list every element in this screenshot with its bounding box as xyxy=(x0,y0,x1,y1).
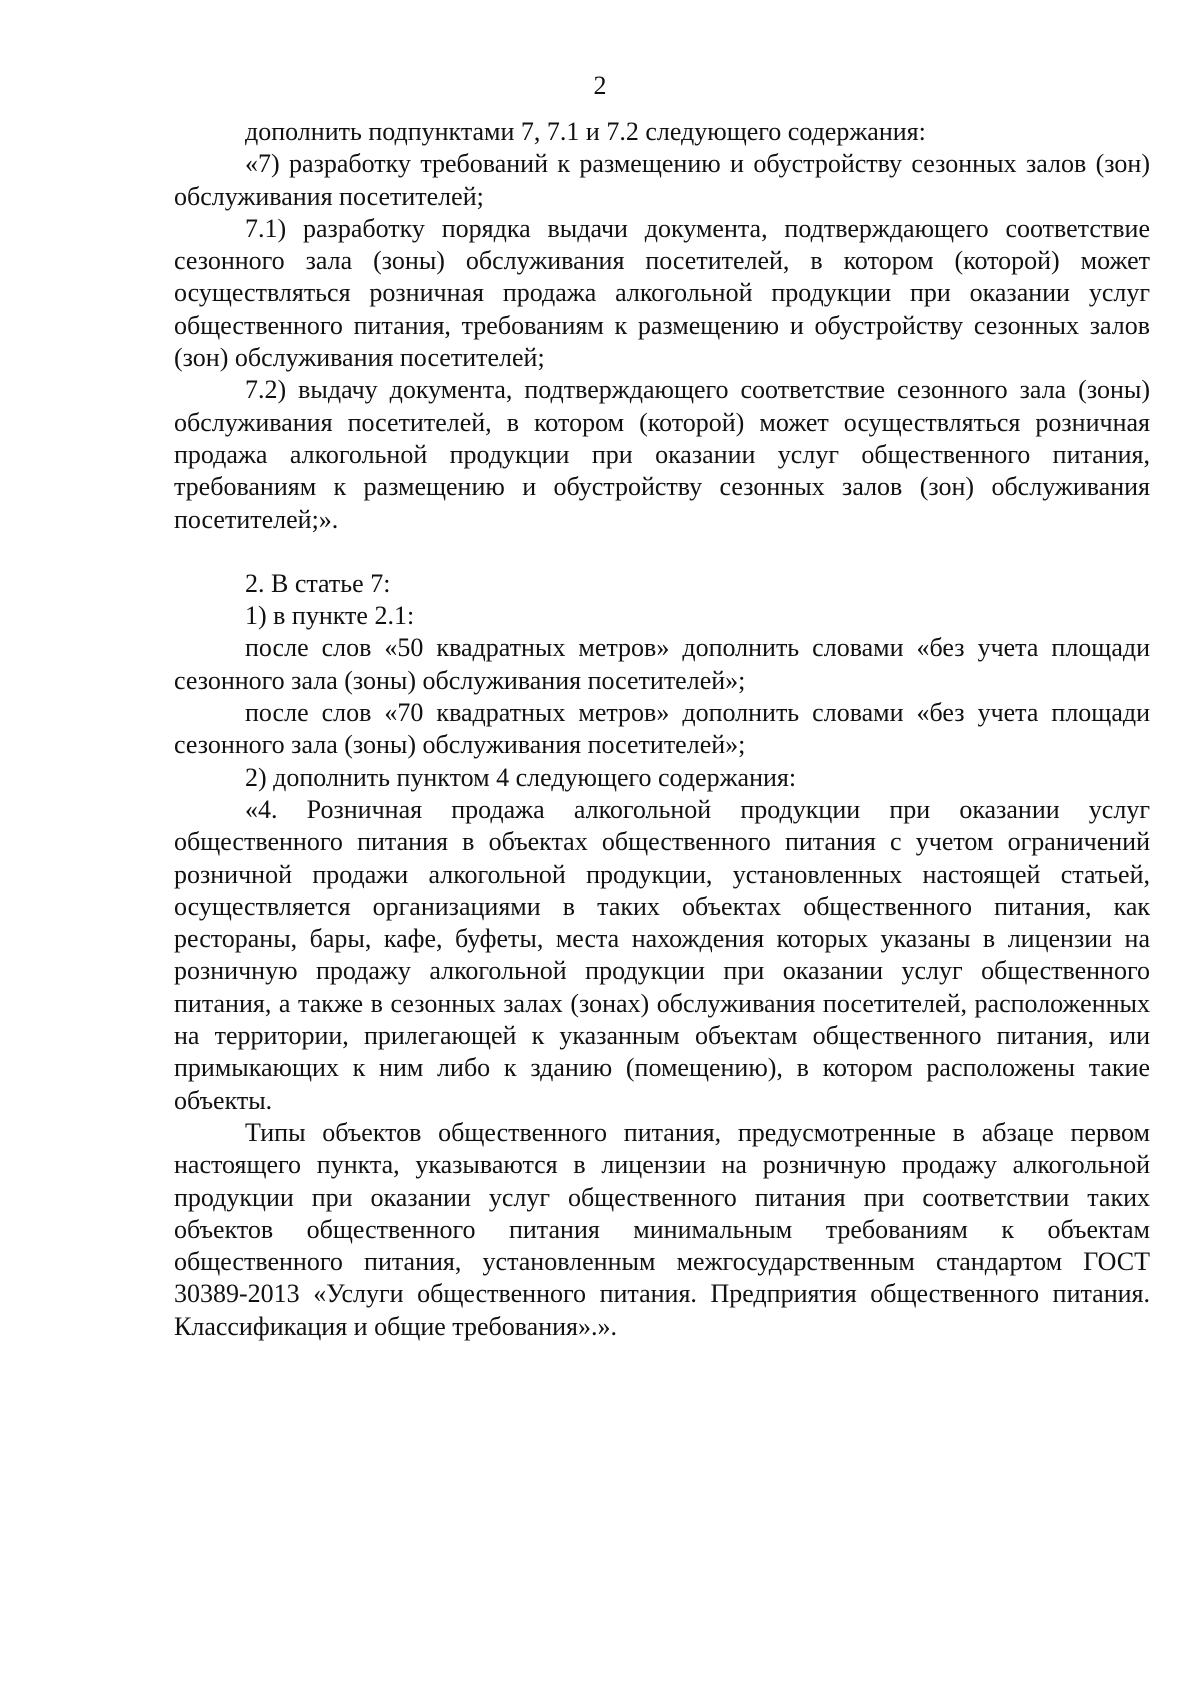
page-number: 2 xyxy=(593,71,607,100)
paragraph-spacer xyxy=(174,536,1150,568)
paragraph-item-4-intro: 2) дополнить пунктом 4 следующего содержания: xyxy=(245,762,797,792)
paragraph-item-2-1: 1) в пункте 2.1: xyxy=(245,601,415,631)
paragraph-50-sqm: после слов «50 квадратных метров» дополнить словами «без учета площади сезонного зала (зоны) обслуживания посетителей»; xyxy=(174,633,1150,695)
paragraph-item-4-text: «4. Розничная продажа алкогольной продукции при оказании услуг общественного питания в объектах общественного питания с учетом ограничений розничной продажи алкогольной продукции, установленных настоящей статьей, осуществляется организациями в таких объектах общественного питания, как рестораны, бары, кафе, буфеты, места нахождения которых указаны в лицензии на розничную продажу алкогольной продукции при оказании услуг общественного питания, а также в сезонных залах (зонах) обслуживания посетителей, расположенных на территории, прилегающей к указанным объектам общественного питания, или примыкающих к ним либо к зданию (помещению), в котором расположены такие объекты. xyxy=(174,794,1150,1115)
paragraph-subitem-7: «7) разработку требований к размещению и обустройству сезонных залов (зон) обслуживания посетителей; xyxy=(174,149,1150,211)
paragraph-70-sqm: после слов «70 квадратных метров» дополнить словами «без учета площади сезонного зала (зоны) обслуживания посетителей»; xyxy=(174,698,1150,760)
paragraph-object-types: Типы объектов общественного питания, предусмотренные в абзаце первом настоящего пункта, указываются в лицензии на розничную продажу алкогольной продукции при оказании услуг общественного питания при соответствии таких объектов общественного питания минимальным требованиям к объектам общественного питания, установленным межгосударственным стандартом ГОСТ 30389-2013 «Услуги общественного питания. Предприятия общественного питания. Классификация и общие требования».». xyxy=(174,1117,1150,1341)
paragraph-subitem-7-2: 7.2) выдачу документа, подтверждающего соответствие сезонного зала (зоны) обслуживания посетителей, в котором (которой) может осуществляться розничная продажа алкогольной продукции при оказании услуг общественного питания, требованиям к размещению и обустройству сезонных залов (зон) обслуживания посетителей;». xyxy=(174,375,1150,534)
document-body xyxy=(174,116,1150,1343)
paragraph-article-7-heading: 2. В статье 7: xyxy=(245,568,391,598)
paragraph-intro: дополнить подпунктами 7, 7.1 и 7.2 следующего содержания: xyxy=(245,117,926,146)
paragraph-subitem-7-1: 7.1) разработку порядка выдачи документа, подтверждающего соответствие сезонного зала (зоны) обслуживания посетителей, в котором (которой) может осуществляться розничная продажа алкогольной продукции при оказании услуг общественного питания, требованиям к размещению и обустройству сезонных залов (зон) обслуживания посетителей; xyxy=(174,213,1150,373)
